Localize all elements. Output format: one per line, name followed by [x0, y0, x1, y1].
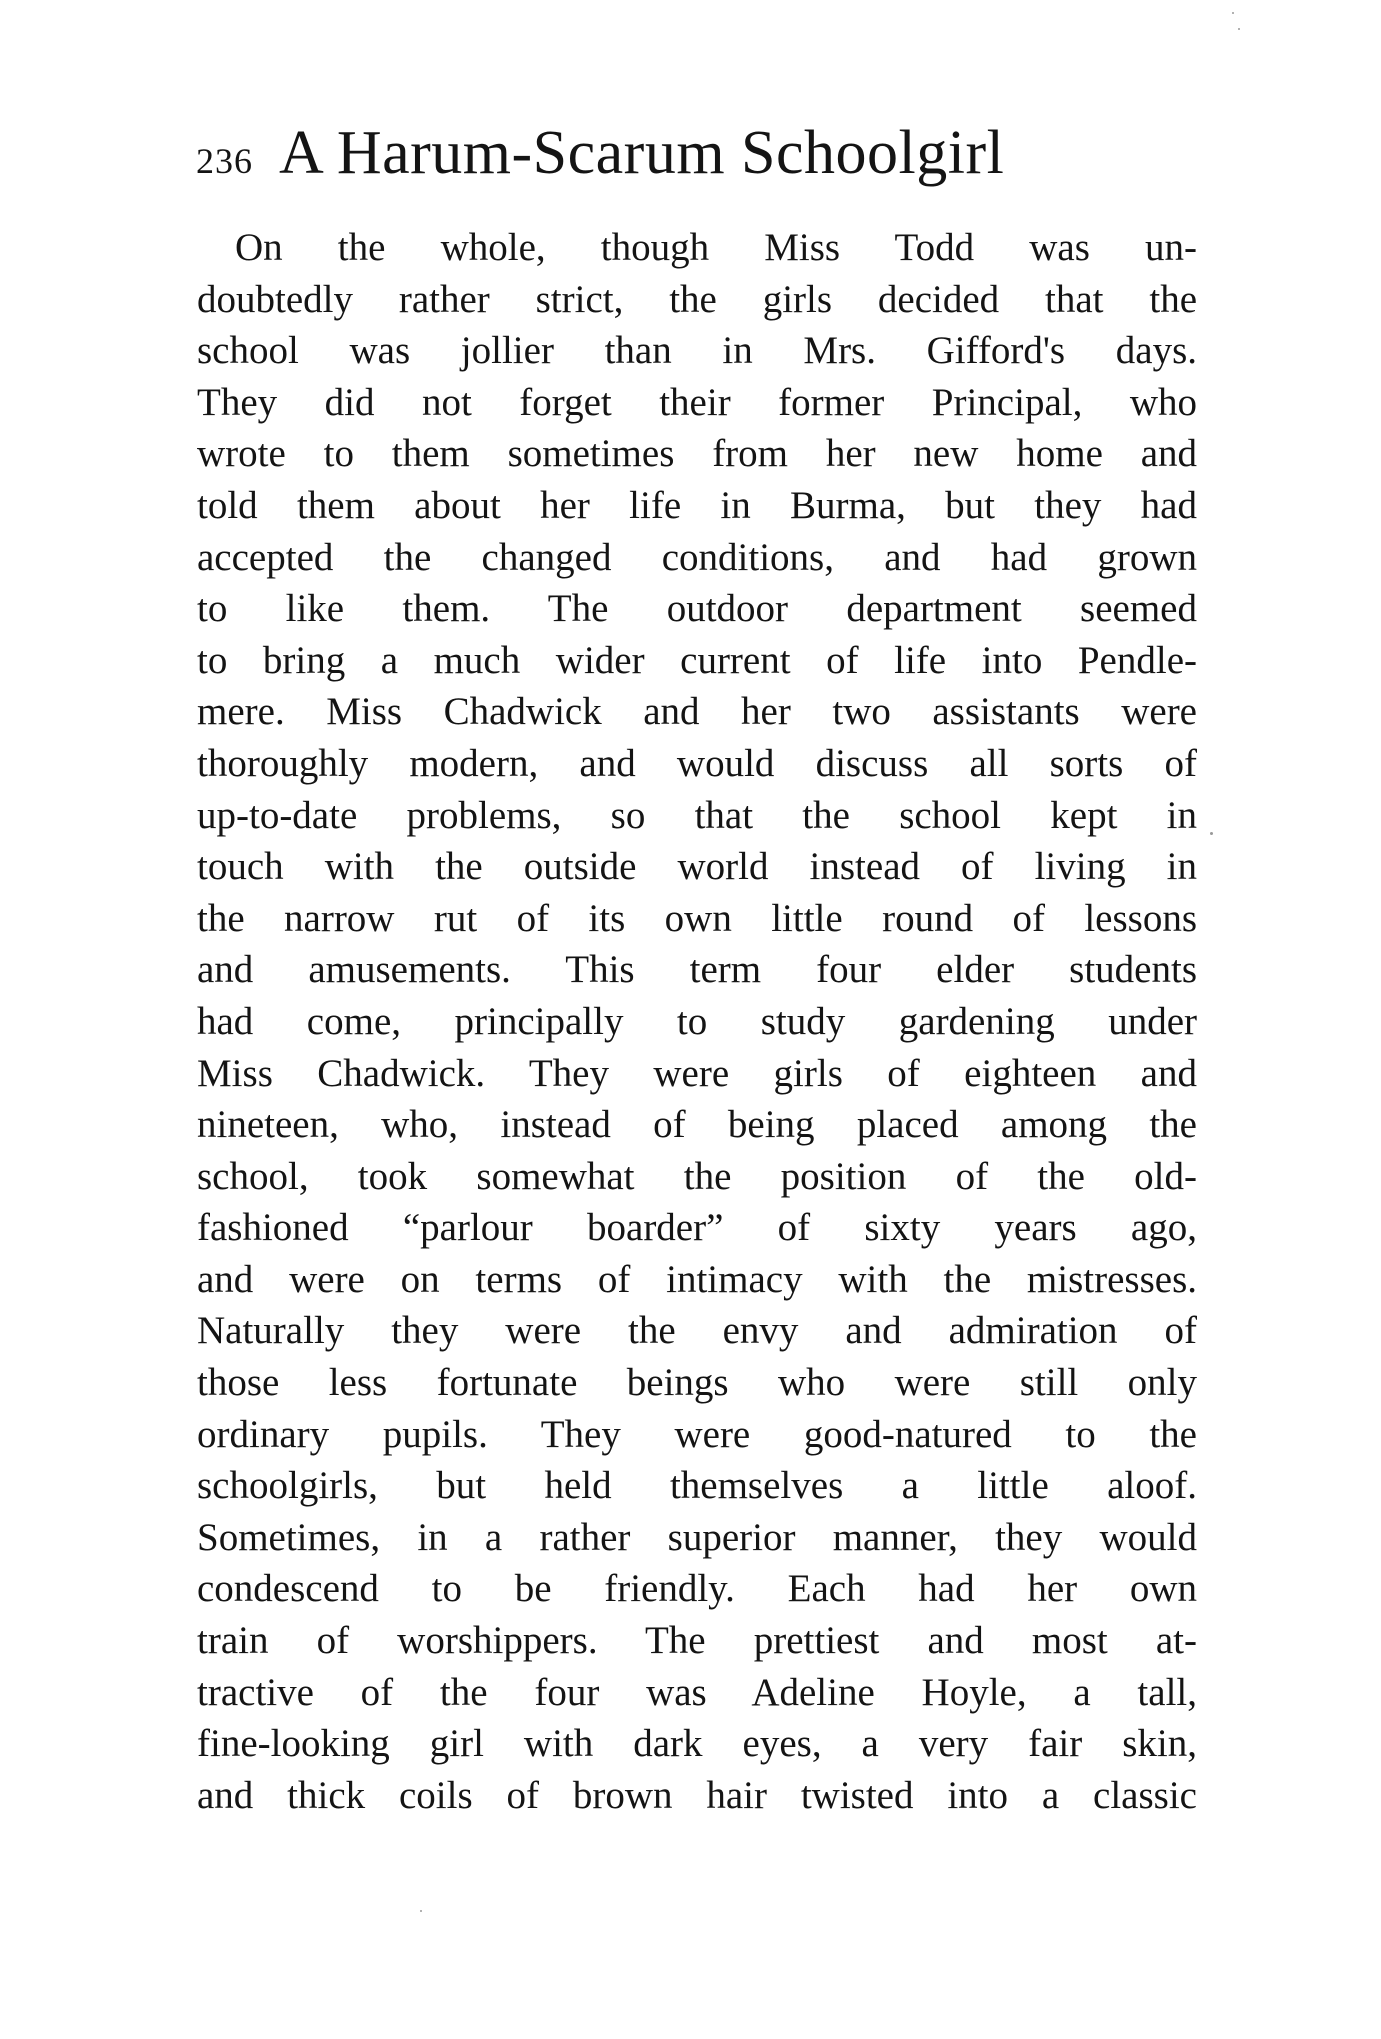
text-line: fashioned “parlour boarder” of sixty years ago,	[197, 1206, 1197, 1250]
text-line: and amusements. This term four elder students	[197, 948, 1197, 992]
text-line: touch with the outside world instead of living in	[197, 845, 1197, 889]
text-line: school was jollier than in Mrs. Gifford's days.	[197, 329, 1197, 373]
paper-speck	[1232, 12, 1234, 14]
body-text	[197, 222, 1197, 1821]
text-line: Naturally they were the envy and admiration of	[197, 1309, 1197, 1353]
page-header	[196, 118, 1004, 198]
text-line: to like them. The outdoor department seemed	[197, 587, 1197, 631]
text-line: had come, principally to study gardening under	[197, 999, 1197, 1043]
paper-speck	[1238, 28, 1240, 30]
text-line: wrote to them sometimes from her new home and	[197, 432, 1197, 476]
text-line: mere. Miss Chadwick and her two assistants were	[197, 690, 1197, 734]
text-line: and thick coils of brown hair twisted into a classic	[197, 1773, 1197, 1817]
text-line: ordinary pupils. They were good-natured to the	[197, 1412, 1197, 1456]
text-line: tractive of the four was Adeline Hoyle, a tall,	[197, 1670, 1197, 1714]
text-line: the narrow rut of its own little round of lessons	[197, 896, 1197, 940]
paper-speck	[1210, 832, 1213, 835]
text-line: up-to-date problems, so that the school kept in	[197, 793, 1197, 837]
text-line: nineteen, who, instead of being placed among the	[197, 1103, 1197, 1147]
text-line: schoolgirls, but held themselves a little aloof.	[197, 1464, 1197, 1508]
text-line: school, took somewhat the position of the old-	[197, 1154, 1197, 1198]
text-line: On the whole, though Miss Todd was un-	[235, 226, 1197, 269]
page-number: 236	[196, 141, 253, 181]
text-line: condescend to be friendly. Each had her own	[197, 1567, 1197, 1611]
text-line: thoroughly modern, and would discuss all sorts of	[197, 741, 1197, 785]
paper-speck	[420, 1910, 422, 1912]
text-line: those less fortunate beings who were still only	[197, 1361, 1197, 1405]
text-line: doubtedly rather strict, the girls decided that the	[197, 277, 1197, 321]
text-line: fine-looking girl with dark eyes, a very fair skin,	[197, 1722, 1197, 1766]
text-line: accepted the changed conditions, and had grown	[197, 535, 1197, 579]
text-line: train of worshippers. The prettiest and most at-	[197, 1619, 1197, 1663]
text-line: told them about her life in Burma, but they had	[197, 483, 1197, 527]
text-line: Sometimes, in a rather superior manner, they would	[197, 1515, 1197, 1559]
text-line: Miss Chadwick. They were girls of eighteen and	[197, 1051, 1197, 1095]
running-title: A Harum-Scarum Schoolgirl	[279, 119, 1005, 187]
text-line: to bring a much wider current of life into Pendle-	[197, 638, 1197, 682]
text-line: They did not forget their former Principal, who	[197, 380, 1197, 424]
text-line: and were on terms of intimacy with the mistresses.	[197, 1257, 1197, 1301]
